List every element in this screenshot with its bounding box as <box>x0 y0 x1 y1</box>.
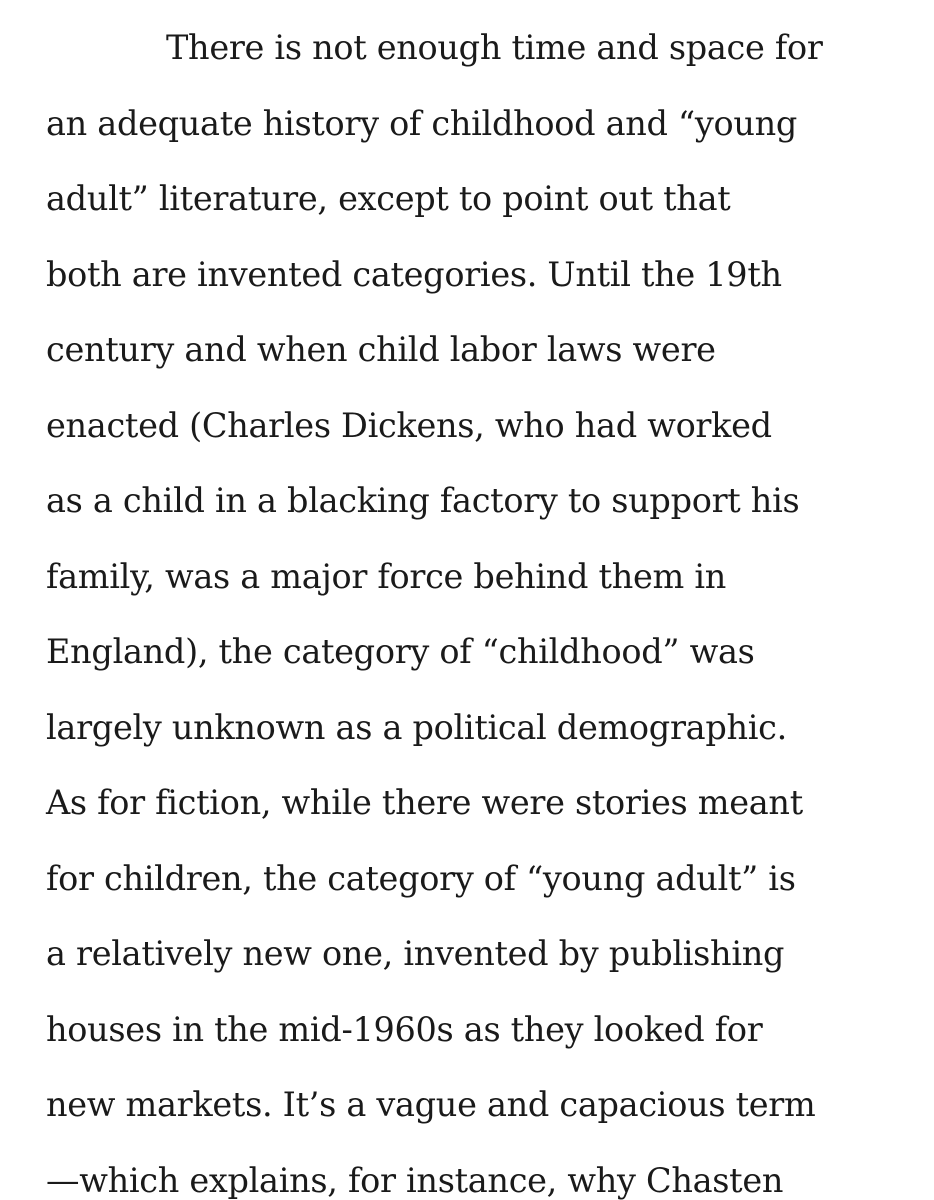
text-line: houses in the mid-1960s as they looked for <box>46 1009 763 1049</box>
text-line: an adequate history of childhood and “young <box>46 103 798 143</box>
text-line: enacted (Charles Dickens, who had worked <box>46 405 772 445</box>
text-line: There is not enough time and space for <box>166 28 823 67</box>
body-paragraph <box>46 22 906 1200</box>
text-line: England), the category of “childhood” was <box>46 632 755 671</box>
text-line: As for fiction, while there were stories meant <box>46 783 803 822</box>
text-line: for children, the category of “young adult” is <box>46 858 796 898</box>
text-line: adult” literature, except to point out that <box>46 179 731 218</box>
text-line: largely unknown as a political demographic. <box>46 707 787 747</box>
text-line: family, was a major force behind them in <box>46 556 727 596</box>
text-line: century and when child labor laws were <box>46 330 716 369</box>
text-line: both are invented categories. Until the 19th <box>46 254 782 294</box>
text-line: a relatively new one, invented by publishing <box>46 934 785 973</box>
text-line: as a child in a blacking factory to support his <box>46 481 800 520</box>
text-line: —which explains, for instance, why Chasten <box>46 1160 784 1200</box>
text-line: new markets. It’s a vague and capacious term <box>46 1085 816 1124</box>
